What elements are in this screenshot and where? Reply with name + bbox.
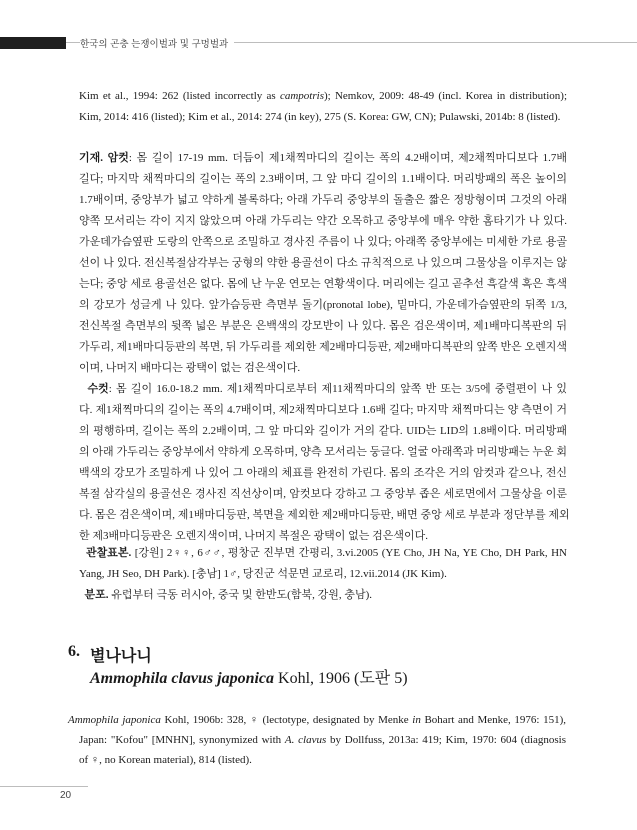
female-label: 암컷 — [107, 152, 129, 164]
description-line: 이며, 나머지 배마디는 광택이 없는 검은색이다. — [79, 362, 301, 374]
description-line: 의 아래 가두리는 중앙부에서 약하게 오목하며, 양측 모서리는 둥글다. 얼굴 아래쪽과 머리방패는 누운 회 — [79, 446, 567, 458]
header-bar — [0, 37, 66, 49]
synonymy-line: of ♀, no Korean material), 814 (listed). — [79, 754, 252, 766]
material-line: Yang, JH Seo, DH Park). [충남] 1♂, 당진군 석문면 교로리, 12.vii.2014 (JK Kim). — [79, 568, 447, 580]
description-heading: 기재. — [79, 152, 104, 164]
material-line: 관찰표본. [강원] 2♀♀, 6♂♂, 평창군 진부면 간평리, 3.vi.2005 (YE Cho, JH Na, YE Cho, DH Park, HN — [86, 547, 567, 559]
description-line: 기재. 암컷: 몸 길이 17-19 mm. 더듬이 제1채찍마디의 길이는 폭의 4.2배이며, 제2채찍마디보다 1.7배 — [79, 152, 568, 164]
reference-block — [79, 86, 567, 128]
material-heading: 관찰표본. — [86, 547, 132, 559]
synonymy-line: Japan: "Kofou" [MNHN], synonymized with A. clavus by Dollfuss, 2013a: 419; Kim, 1970: 604 (diagnosis — [79, 734, 566, 746]
description-female — [79, 148, 570, 547]
running-title: 한국의 곤충 는쟁이벌과 및 구멍벌과 — [80, 36, 234, 50]
description-line: 의 강모가 성글게 나 있다. 앞가슴등판 측면부 돌기(pronotal lobe), 밑마디, 가운데가슴옆판의 뒤쪽 1/3, — [79, 299, 567, 311]
description-line: 전신복절 측면부의 뒷쪽 넓은 부분은 은백색의 강모반이 나 있다. 몸은 검은색이며, 제1배마디복판의 뒤 — [79, 320, 567, 332]
distribution-line: 분포. 유럽부터 극동 러시아, 중국 및 한반도(함북, 강원, 충남). — [84, 589, 372, 601]
synonymy-line: Ammophila japonica Kohl, 1906b: 328, ♀ (lectotype, designated by Menke in Bohart and Menke, 1976: 151), — [68, 714, 566, 726]
description-line: 는다; 중앙 세로 용골선은 없다. 몸에 난 누운 연모는 연황색이다. 머리에는 길고 곧추선 흑갈색 혹은 흑색 — [79, 278, 568, 290]
footer-rule — [0, 786, 88, 787]
male-label: 수컷 — [87, 383, 109, 395]
section-scientific-name: Ammophila clavus japonica Kohl, 1906 (도판 5) — [90, 670, 408, 687]
section-korean-name: 별나나니 — [90, 648, 152, 665]
reference-line: Kim et al., 1994: 262 (listed incorrectly as campotris); Nemkov, 2009: 48-49 (incl. Korea in distribution); — [79, 90, 568, 102]
synonymy-block — [68, 710, 566, 770]
page-number: 20 — [60, 790, 72, 801]
description-line: 선이 나 있다. 전신복절삼각부는 궁형의 약한 용골선이 다소 규칙적으로 나 있으며 그물상을 이루지는 않 — [79, 257, 567, 269]
description-line: 양쪽 모서리는 각이 지지 않았으며 아래 가두리는 약간 오목하고 중앙부에 매우 약한 홈타기가 나 있다. — [79, 215, 567, 227]
description-line: 의 평행하며, 길이는 폭의 2.2배이며, 그 앞 마디와 길이가 거의 같다. UID는 LID의 1.8배이다. 머리방패 — [79, 425, 567, 437]
description-line: 가운데가슴옆판 도랑의 안쪽으로 조밀하고 경사진 주름이 나 있다; 아래쪽 중앙부에는 미세한 가로 용골 — [79, 236, 567, 248]
description-line: 가두리, 제1배마디등판의 복면, 뒤 가두리를 제외한 제2배마디등판, 제2배마디복판의 앞쪽 반은 오렌지색 — [79, 341, 567, 353]
description-line: 다. 몸은 검은색이며, 제1배마디등판, 복면을 제외한 제2배마디등판, 배면 중앙 세로 부분과 정단부를 제외 — [79, 509, 570, 521]
reference-line: Kim, 2014: 416 (listed); Kim et al., 2014: 274 (in key), 275 (S. Korea: GW, CN); Pulawski, 2014b: 8 (listed). — [79, 111, 561, 123]
description-line: 백색의 강모가 조밀하게 나 있어 그 아래의 체표를 완전히 가린다. 몸의 조각은 거의 암컷과 같으나, 전신 — [79, 467, 567, 479]
section-number: 6. — [68, 643, 80, 660]
description-line: 한 제3배마디등판은 오렌지색이며, 나머지 복절은 광택이 없는 검은색이다. — [79, 530, 429, 542]
description-line: 복절 삼각실의 용골선은 경사진 직선상이며, 암컷보다 강하고 그 중앙부 좁은 세로면에서 그물상을 이룬 — [79, 488, 567, 500]
description-line: 수컷: 몸 길이 16.0-18.2 mm. 제1채찍마디로부터 제11채찍마디의 앞쪽 반 또는 3/5에 중렬편이 나 있 — [87, 383, 567, 395]
description-line: 다. 제1채찍마디의 길이는 폭의 4.7배이며, 제2채찍마디보다 1.6배 길다; 마지막 채찍마디는 양 측면이 거 — [79, 404, 567, 416]
description-line: 길다; 마지막 채찍마디의 길이는 폭의 2.3배이며, 그 앞 마디 길이의 1.1배이다. 머리방패의 폭은 높이의 — [79, 173, 567, 185]
material-examined — [79, 543, 567, 606]
description-line: 1.7배이며, 중앙부가 넓고 약하게 볼록하다; 아래 가두리 중앙부의 돌출은 짧은 정방형이며 그것의 아래 — [79, 194, 567, 206]
distribution-heading: 분포. — [84, 589, 109, 601]
